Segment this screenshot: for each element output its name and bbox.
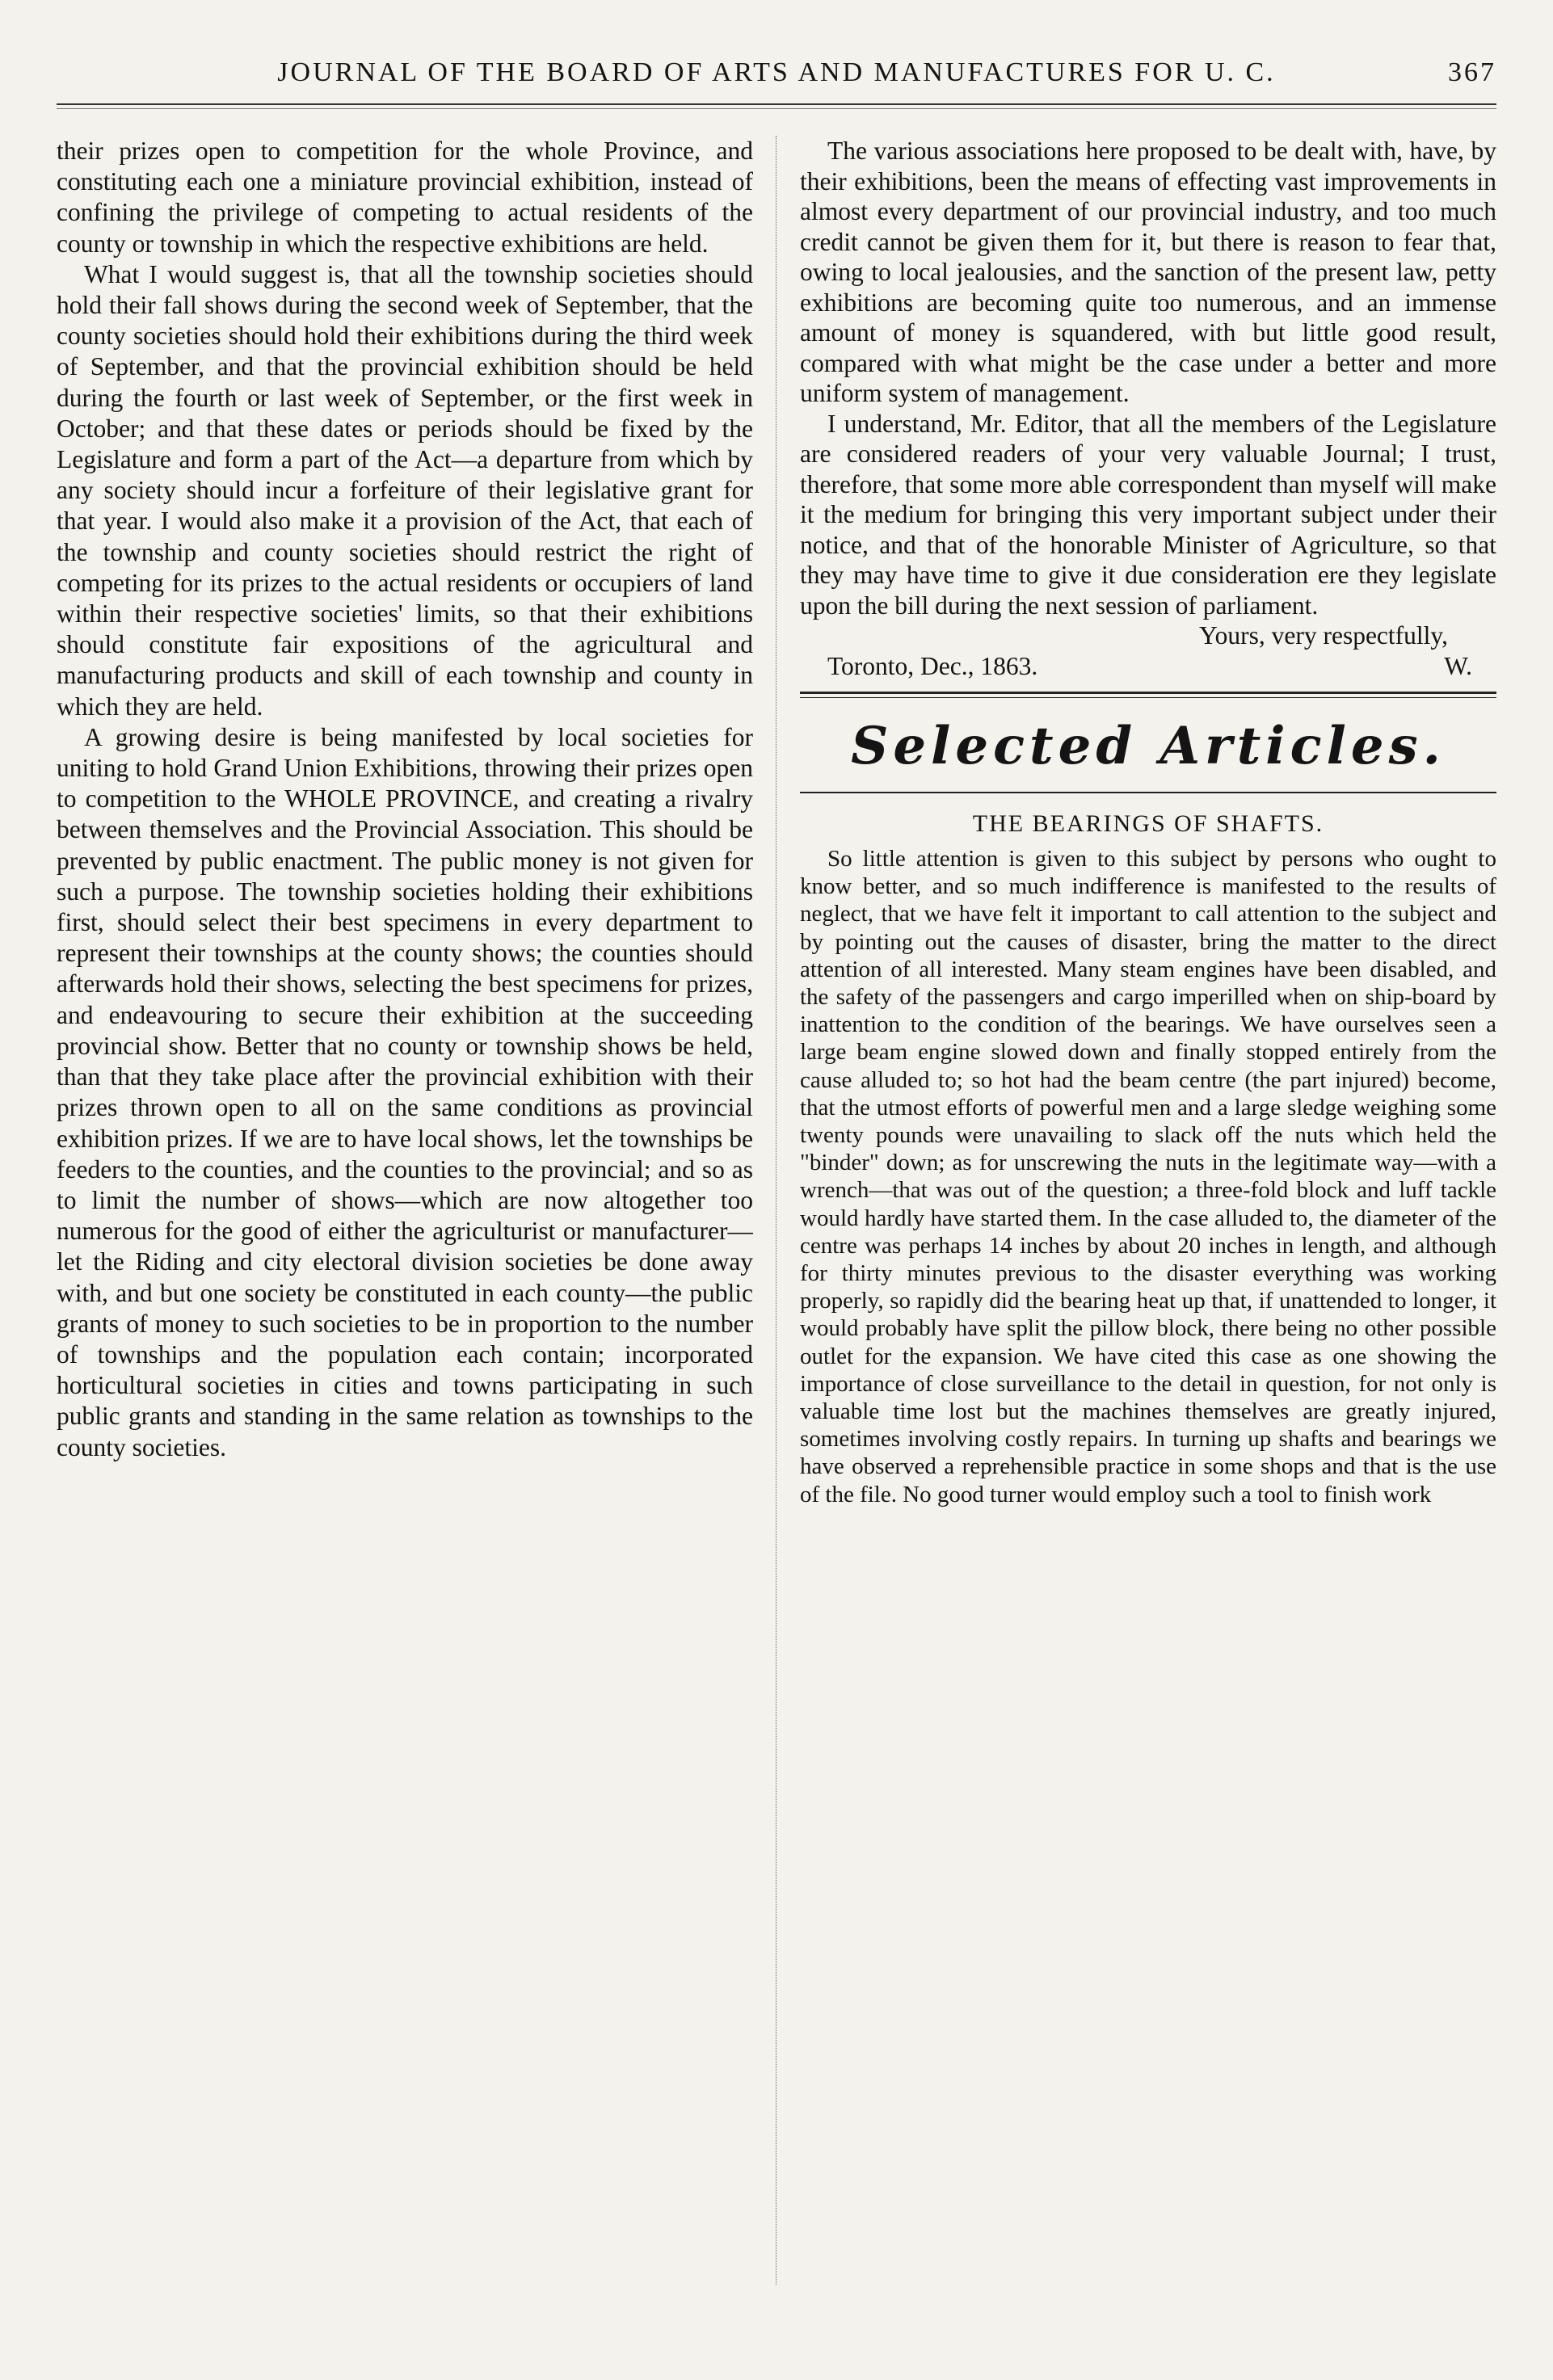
article-title: THE BEARINGS OF SHAFTS. xyxy=(972,810,1324,837)
article-paragraph-1: So little attention is given to this subject by persons who ought to know better, and so much indifference is manifested to the results of neglect, that we have felt it important to call attention to the subject and by pointing out the causes of disaster, bring the matter to the direct attention of all interested. Many steam engines have been disabled, and the safety of the passengers and cargo imperilled when on ship-board by inattention to the condition of the bearings. We have ourselves seen a large beam engine slowed down and finally stopped entirely from the cause alluded to; so hot had the beam centre (the part injured) become, that the utmost efforts of powerful men and a large sledge weighing some twenty pounds were unavailing to slack off the nuts which held the "binder" down; as for unscrewing the nuts in the legitimate way—with a wrench—that was out of the question; a three-fold block and luff tackle would hardly have started them. In the case alluded to, the diameter of the centre was perhaps 14 inches by about 20 inches in length, and although for thirty minutes previous to the disaster everything was working properly, so rapidly did the bearing heat up that, if unattended to longer, it would probably have split the pillow block, there being no other possible outlet for the expansion. We have cited this case as one showing the importance of close surveillance to the detail in question, for not only is valuable time lost but the machines themselves are greatly injured, sometimes involving costly repairs. In turning up shafts and bearings we have observed a reprehensible practice in some shops and that is the use of the file. No good turner would employ such a tool to finish work xyxy=(800,846,1496,1507)
section-heading: Selected Articles. xyxy=(851,716,1446,776)
left-paragraph-2: What I would suggest is, that all the township societies should hold their fall shows during the second week of September, that the county societies should hold their exhibitions during the third week of September, and that the provincial exhibition should be held during the fourth or last week of September, or the first week in October; and that these dates or periods should be fixed by the Legislature and form a part of the Act—a departure from which by any society should incur a forfeiture of their legislative grant for that year. I would also make it a provision of the Act, that each of the township and county societies should restrict the right of competing for its prizes to the actual residents or occupiers of land within their respective societies' limits, so that their exhibitions should constitute fair expositions of the agricultural and manufacturing products and skill of each township and county in which they are held. xyxy=(57,259,753,721)
letter-signature: W. xyxy=(1444,652,1472,680)
header-rule-thin xyxy=(57,108,1496,109)
letter-signoff xyxy=(800,620,1496,682)
section-heading-rule xyxy=(800,792,1496,793)
header-rule xyxy=(57,103,1496,105)
left-paragraph-1: their prizes open to competition for the whole Province, and constituting each one a miniature provincial exhibition, instead of confining the privilege of competing to actual residents of the county or township in which the respective exhibitions are held. xyxy=(57,137,753,258)
left-paragraph-3: A growing desire is being manifested by local societies for uniting to hold Grand Union Exhibitions, throwing their prizes open to competition to the WHOLE PROVINCE, and creating a rivalry between themselves and the Provincial Association. This should be prevented by public enactment. The public money is not given for such a purpose. The township societies holding their exhibitions first, should select their best specimens in every department to represent their townships at the county shows; the counties should afterwards hold their shows, selecting the best specimens for prizes, and endeavouring to secure their exhibition at the succeeding provincial show. Better that no county or township shows be held, than that they take place after the provincial exhibition with their prizes thrown open to all on the same conditions as provincial exhibition prizes. If we are to have local shows, let the townships be feeders to the counties, and the counties to the provincial; and so as to limit the number of shows—which are now altogether too numerous for the good of either the agriculturist or manufacturer—let the Riding and city electoral division societies be done away with, and but one society be constituted in each county—the public grants of money to such societies to be in proportion to the number of townships and the population each contain; incorporated horticultural societies in cities and towns participating in such public grants and standing in the same relation as townships to the county societies. xyxy=(57,722,753,1461)
letter-paragraph-1: The various associations here proposed to be dealt with, have, by their exhibitions, been the means of effecting vast improvements in almost every department of our provincial industry, and too much credit cannot be given them for it, but there is reason to fear that, owing to local jealousies, and the sanction of the present law, petty exhibitions are becoming quite too numerous, and an immense amount of money is squandered, with but little good result, compared with what might be the case under a better and more uniform system of management. xyxy=(800,137,1496,407)
letter-place-date: Toronto, Dec., 1863. xyxy=(827,652,1038,680)
section-rule xyxy=(800,692,1496,698)
journal-page xyxy=(57,48,1496,2332)
page-number: 367 xyxy=(1448,57,1496,87)
letter-paragraph-2: I understand, Mr. Editor, that all the members of the Legislature are considered readers of your very valuable Journal; I trust, therefore, that some more able correspondent than myself will make it the medium for bringing this very important subject under their notice, and that of the honorable Minister of Agriculture, so that they may have time to give it due consideration ere they legislate upon the bill during the next session of parliament. xyxy=(800,409,1496,620)
letter-closing: Yours, very respectfully, xyxy=(1199,621,1448,650)
running-head xyxy=(57,48,1496,97)
text-columns xyxy=(57,136,1496,2332)
left-column xyxy=(57,136,753,2332)
letter-place-line xyxy=(800,651,1496,682)
right-column xyxy=(800,136,1496,2332)
running-title: JOURNAL OF THE BOARD OF ARTS AND MANUFACTURES FOR U. C. xyxy=(277,57,1276,87)
